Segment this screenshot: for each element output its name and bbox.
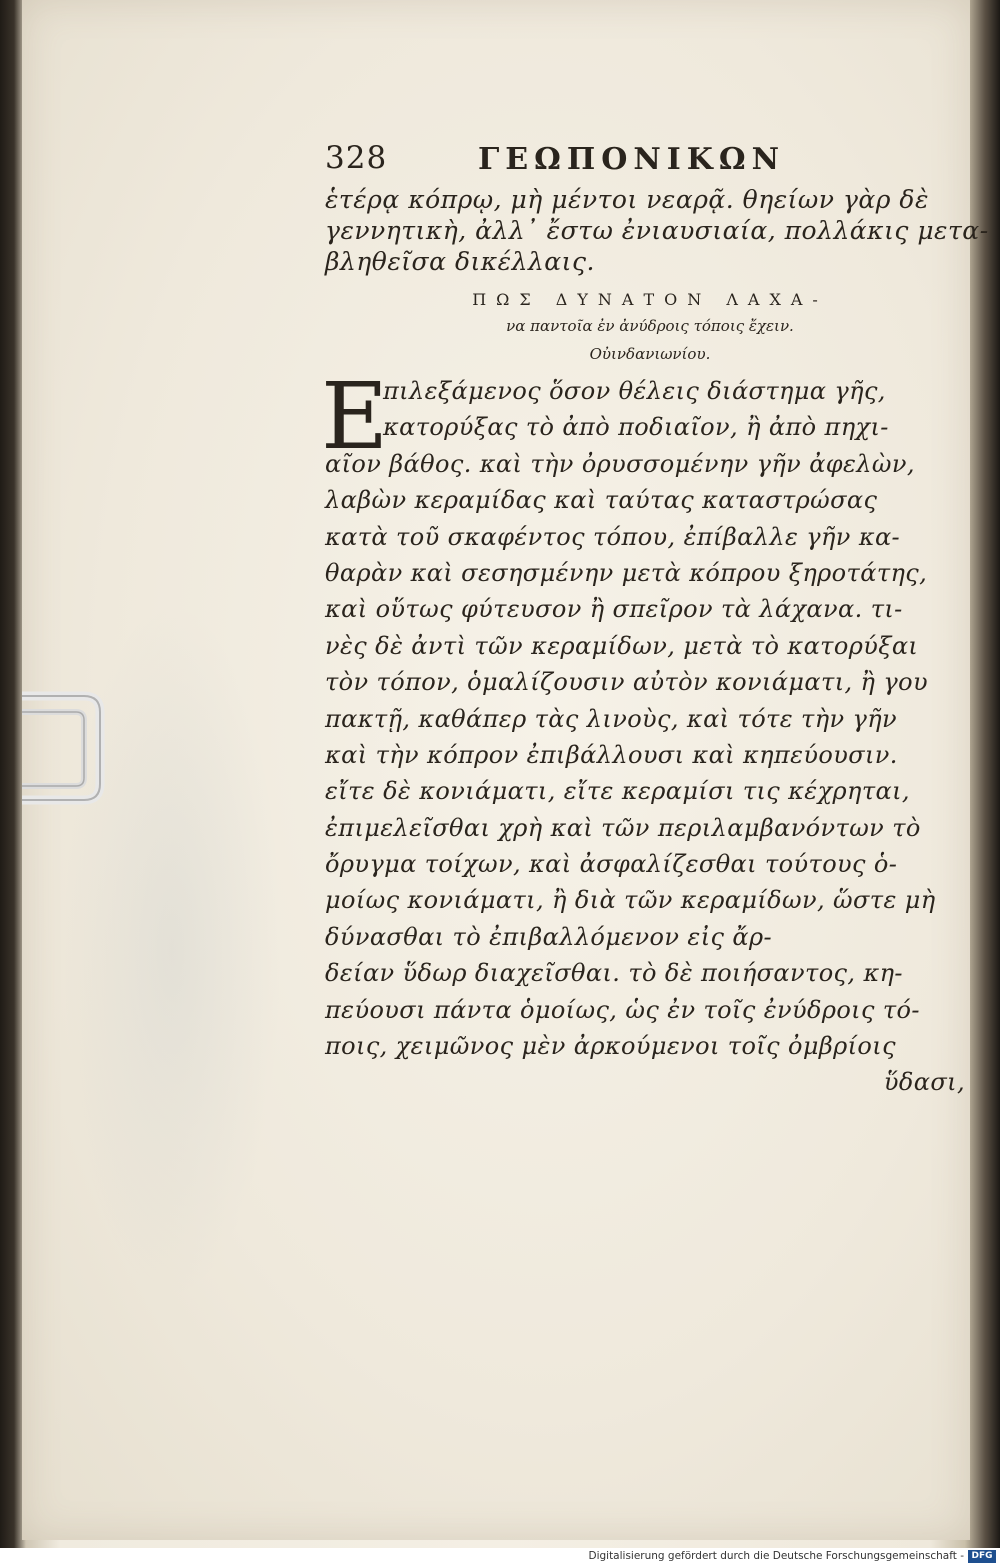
chapter-author: Οὐινδανιωνίου. [589,345,711,363]
text-line: εἴτε δὲ κονιάματι, εἴτε κεραμίσι τις κέχρηται, [325,777,910,806]
text-line: νὲς δὲ ἀντὶ τῶν κεραμίδων, μετὰ τὸ κατορύξαι [325,631,919,660]
carryover-paragraph [325,184,989,277]
text-line: τὸν τόπον, ὁμαλίζουσιν αὐτὸν κονιάματι, ἢ γου [325,668,928,697]
page-number: 328 [325,140,388,176]
text-line: μοίως κονιάματι, ἢ διὰ τῶν κεραμίδων, ὥστε μὴ [325,886,936,915]
text-line: καὶ τὴν κόπρον ἐπιβάλλουσι καὶ κηπεύουσιν. [325,740,898,769]
text-line: κατορύξας τὸ ἀπὸ ποδιαῖον, ἢ ἀπὸ πηχι- [383,413,889,442]
drop-cap-initial: Ε [321,363,389,470]
text-line: ἑτέρᾳ κόπρῳ, μὴ μέντοι νεαρᾷ. θηείων γὰρ δὲ [325,185,929,214]
text-line: πιλεξάμενος ὅσον θέλεις διάστημα γῆς, [383,377,886,405]
text-line: ὕδασι, [883,1068,965,1097]
text-line: καὶ οὕτως φύτευσον ἢ σπεῖρον τὰ λάχανα. τι- [325,595,903,624]
text-line: λαβὼν κεραμίδας καὶ ταύτας καταστρώσας [325,486,878,515]
text-line: πεύουσι πάντα ὁμοίως, ὡς ἐν τοῖς ἐνύδροις τό- [325,995,920,1024]
footer-credit: Digitalisierung gefördert durch die Deutsche Forschungsgemeinschaft - [588,1550,964,1562]
text-line: αῖον βάθος. καὶ τὴν ὀρυσσομένην γῆν ἀφελὼν, [325,449,915,478]
paper-clip [22,682,106,814]
dfg-logo: DFG [968,1550,996,1563]
text-line: βληθεῖσα δικέλλαις. [325,247,595,276]
text-line: ὄρυγμα τοίχων, καὶ ἀσφαλίζεσθαι τούτους ὁ- [325,850,898,879]
text-line: θαρὰν καὶ σεσησμένην μετὰ κόπρου ξηροτάτης, [325,558,928,587]
text-line: πακτῇ, καθάπερ τὰς λινοὺς, καὶ τότε τὴν γῆν [325,704,898,733]
body-paragraph [321,363,975,1101]
running-head: ΓΕΩΠΟΝΙΚΩΝ [478,142,785,177]
text-line: γεννητικὴ, ἀλλ᾽ ἔστω ἐνιαυσιαία, πολλάκις μετα- [325,216,989,245]
chapter-subtitle: να παντοῖα ἐν ἀνύδροις τόποις ἔχειν. [506,317,794,335]
chapter-title: ΠΩΣ ΔΥΝΑΤΟΝ ΛΑΧΑ- [472,290,828,309]
text-line: κατὰ τοῦ σκαφέντος τόπου, ἐπίβαλλε γῆν κα- [325,522,901,551]
page-header [325,140,975,184]
text-line: δείαν ὕδωρ διαχεῖσθαι. τὸ δὲ ποιήσαντος, κη- [325,959,903,988]
digitization-footer [0,1548,1000,1566]
text-line: ἐπιμελεῖσθαι χρὴ καὶ τῶν περιλαμβανόντων τὸ [325,813,921,842]
text-line: δύνασθαι τὸ ἐπιβαλλόμενον εἰς ἄρ- [325,922,773,951]
text-line: ποις, χειμῶνος μὲν ἀρκούμενοι τοῖς ὀμβρίοις [325,1032,896,1061]
text-block [321,140,989,1101]
